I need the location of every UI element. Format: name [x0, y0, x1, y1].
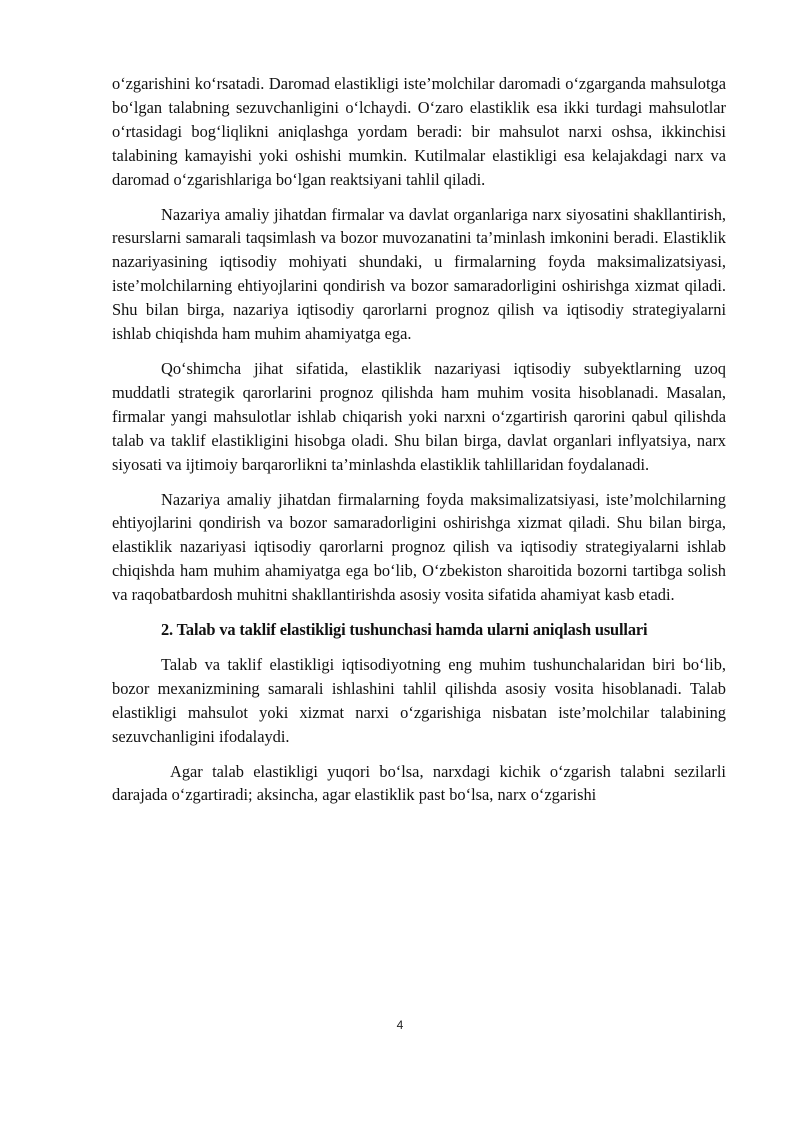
paragraph-high-elasticity: Agar talab elastikligi yuqori bo‘lsa, narxdagi kichik o‘zgarish talabni sezilarli darajada o‘zgartiradi; aksincha, agar elastiklik past bo‘lsa, narx o‘zgarishi — [112, 761, 726, 805]
paragraph-elasticity-definition: Talab va taklif elastikligi iqtisodiyotning eng muhim tushunchalaridan biri bo‘lib, bozor mexanizmining samarali ishlashini tahlil qilishda asosiy vosita hisoblanadi. Talab elastikligi mahsulot yoki xizmat narxi o‘zgarishiga nisbatan iste’molchilar talabining sezuvchanligini ifodalaydi. — [112, 654, 726, 746]
paragraph-theory-practical: Nazariya amaliy jihatdan firmalar va davlat organlariga narx siyosatini shakllantirish, resurslarni samarali taqsimlash va bozor muvozanatini ta’minlash imkonini beradi. Elastiklik nazariyasining iqtisodiy mohiyati shundaki, u firmalarning foyda maksimalizatsiyasi, iste’molchilarning ehtiyojlarini qondirish va bozor samaradorligini oshirishga xizmat qiladi. Shu bilan birga, nazariya iqtisodiy qarorlarni prognoz qilish va iqtisodiy strategiyalarni ishlab chiqishda ham muhim ahamiyatga ega. — [112, 204, 726, 344]
document-page — [112, 72, 726, 818]
paragraph-additional-aspect: Qo‘shimcha jihat sifatida, elastiklik nazariyasi iqtisodiy subyektlarning uzoq muddatli strategik qarorlarini prognoz qilishda ham muhim vosita hisoblanadi. Masalan, firmalar yangi mahsulotlar ishlab chiqarish yoki narxni o‘zgartirish qarorini qabul qilishda talab va taklif elastikligini hisobga oladi. Shu bilan birga, davlat organlari inflyatsiya, narx siyosati va ijtimoiy barqarorlikni ta’minlashda elastiklik tahlillaridan foydalanadi. — [112, 358, 726, 474]
section-heading: 2. Talab va taklif elastikligi tushunchasi hamda ularni aniqlash usullari — [161, 620, 648, 640]
paragraph-theory-uzbekistan: Nazariya amaliy jihatdan firmalarning foyda maksimalizatsiyasi, iste’molchilarning ehtiyojlarini qondirish va bozor samaradorligini oshirishga xizmat qiladi. Shu bilan birga, elastiklik nazariyasi iqtisodiy qarorlarni prognoz qilish va iqtisodiy strategiyalarni ishlab chiqishda ham muhim ahamiyatga ega bo‘lib, O‘zbekiston sharoitida bozorni tartibga solish va raqobatbardosh muhitni shakllantirishda asosiy vosita sifatida ahamiyat kasb etadi. — [112, 489, 726, 605]
paragraph-continuation: o‘zgarishini ko‘rsatadi. Daromad elastikligi iste’molchilar daromadi o‘zgarganda mahsulotga bo‘lgan talabning sezuvchanligini o‘lchaydi. O‘zaro elastiklik esa ikki turdagi mahsulotlar o‘rtasidagi bog‘liqlikni aniqlashga yordam beradi: bir mahsulot narxi oshsa, ikkinchisi talabining kamayishi yoki oshishi mumkin. Kutilmalar elastikligi esa kelajakdagi narx va daromad o‘zgarishlariga bo‘lgan reaktsiyani tahlil qiladi. — [112, 74, 726, 189]
page-number: 4 — [396, 1018, 404, 1032]
